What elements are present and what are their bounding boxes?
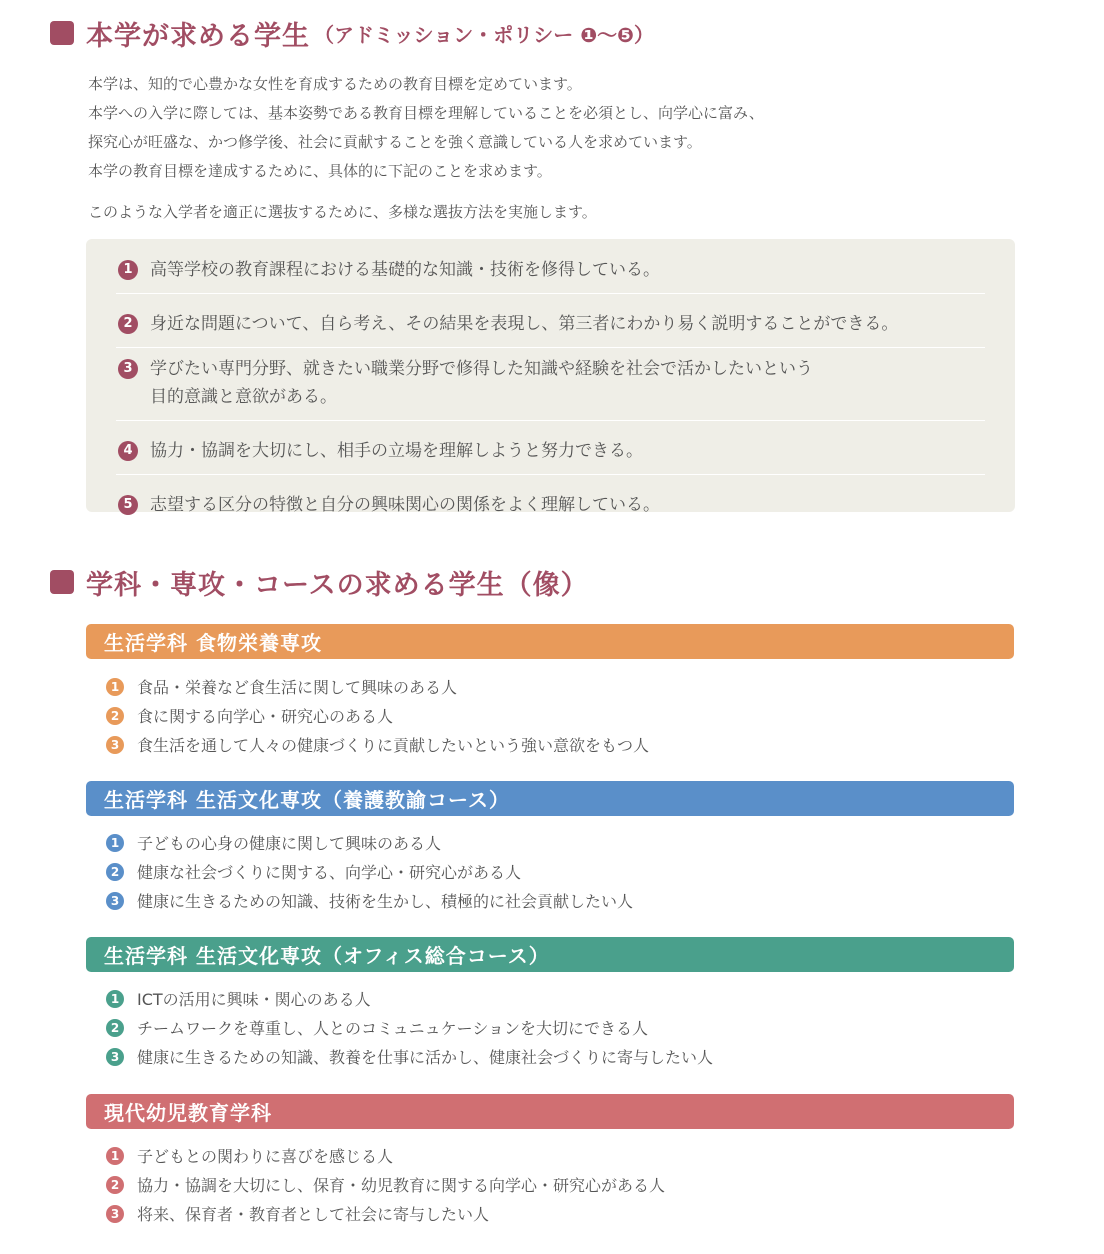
policy-item bbox=[116, 421, 985, 475]
number-badge-icon: 3 bbox=[106, 892, 124, 910]
list-item bbox=[106, 857, 1006, 886]
number-badge-icon: 2 bbox=[118, 314, 138, 334]
number-badge-icon: 2 bbox=[106, 863, 124, 881]
department-bar-school-nurse bbox=[86, 781, 1014, 816]
department-name: 生活学科 食物栄養専攻 bbox=[104, 631, 322, 655]
policy-item-text bbox=[150, 355, 813, 411]
list-item-text: 食に関する向学心・研究心のある人 bbox=[137, 707, 394, 726]
number-badge-icon: 1 bbox=[106, 990, 124, 1008]
intro-line: 本学への入学に際しては、基本姿勢である教育目標を理解していることを必須とし、向学心に富み、 bbox=[88, 104, 764, 122]
department-list-early-childhood bbox=[106, 1141, 1006, 1228]
list-item-text: 子どもの心身の健康に関して興味のある人 bbox=[137, 834, 442, 853]
list-item bbox=[106, 1042, 1006, 1071]
list-item bbox=[106, 1170, 1006, 1199]
list-item bbox=[106, 730, 1006, 759]
number-badge-icon: 4 bbox=[118, 441, 138, 461]
department-name: 生活学科 生活文化専攻（オフィス総合コース） bbox=[104, 944, 550, 968]
departments-heading bbox=[50, 562, 589, 602]
list-item-text: 協力・協調を大切にし、保育・幼児教育に関する向学心・研究心がある人 bbox=[137, 1176, 666, 1195]
list-item bbox=[106, 672, 1006, 701]
number-badge-icon: 2 bbox=[106, 1176, 124, 1194]
number-badge-icon: 1 bbox=[106, 678, 124, 696]
list-item-text: 健康な社会づくりに関する、向学心・研究心がある人 bbox=[137, 863, 522, 882]
intro-line: 本学は、知的で心豊かな女性を育成するための教育目標を定めています。 bbox=[88, 75, 582, 93]
policy-item bbox=[116, 348, 985, 421]
policy-item-text: 身近な問題について、自ら考え、その結果を表現し、第三者にわかり易く説明することができる。 bbox=[150, 314, 899, 334]
number-badge-icon: 3 bbox=[106, 1205, 124, 1223]
list-item-text: 健康に生きるための知識、技術を生かし、積極的に社会貢献したい人 bbox=[137, 892, 634, 911]
intro-line: 本学の教育目標を達成するために、具体的に下記のことを求めます。 bbox=[88, 162, 552, 180]
departments-title: 学科・専攻・コースの求める学生（像） bbox=[86, 569, 589, 601]
number-badge-icon: 2 bbox=[106, 707, 124, 725]
list-item bbox=[106, 1199, 1006, 1228]
list-item-text: 食品・栄養など食生活に関して興味のある人 bbox=[137, 678, 458, 697]
department-bar-office bbox=[86, 937, 1014, 972]
department-name: 生活学科 生活文化専攻（養護教諭コース） bbox=[104, 788, 510, 812]
department-name: 現代幼児教育学科 bbox=[104, 1101, 272, 1125]
number-badge-icon: 1 bbox=[118, 260, 138, 280]
list-item bbox=[106, 1013, 1006, 1042]
number-badge-icon: 1 bbox=[106, 1147, 124, 1165]
department-bar-early-childhood bbox=[86, 1094, 1014, 1129]
list-item bbox=[106, 701, 1006, 730]
list-item bbox=[106, 1141, 1006, 1170]
list-item-text: ICTの活用に興味・関心のある人 bbox=[137, 990, 371, 1009]
policy-item-text: 志望する区分の特徴と自分の興味関心の関係をよく理解している。 bbox=[150, 495, 660, 515]
admission-policy-subtitle: （アドミッション・ポリシー ❶〜❺） bbox=[314, 22, 655, 47]
list-item-text: 子どもとの関わりに喜びを感じる人 bbox=[137, 1147, 394, 1166]
list-item-text: 健康に生きるための知識、教養を仕事に活かし、健康社会づくりに寄与したい人 bbox=[137, 1048, 714, 1067]
policy-item-text: 協力・協調を大切にし、相手の立場を理解しようと努力できる。 bbox=[150, 441, 643, 461]
list-item bbox=[106, 886, 1006, 915]
admission-policy-heading bbox=[50, 13, 654, 53]
department-list-food-nutrition bbox=[106, 672, 1006, 759]
number-badge-icon: 3 bbox=[106, 1048, 124, 1066]
square-bullet-icon bbox=[50, 570, 74, 594]
list-item-text: 将来、保育者・教育者として社会に寄与したい人 bbox=[137, 1205, 490, 1224]
department-list-school-nurse bbox=[106, 828, 1006, 915]
policy-item bbox=[116, 294, 985, 348]
number-badge-icon: 2 bbox=[106, 1019, 124, 1037]
intro-text bbox=[88, 70, 988, 227]
number-badge-icon: 3 bbox=[106, 736, 124, 754]
policy-item bbox=[116, 239, 985, 294]
policy-item bbox=[116, 475, 985, 528]
number-badge-icon: 3 bbox=[118, 359, 138, 379]
selection-note: このような入学者を適正に選抜するために、多様な選抜方法を実施します。 bbox=[88, 203, 597, 221]
department-bar-food-nutrition bbox=[86, 624, 1014, 659]
list-item bbox=[106, 828, 1006, 857]
admission-policy-title: 本学が求める学生 bbox=[86, 20, 310, 52]
list-item-text: 食生活を通して人々の健康づくりに貢献したいという強い意欲をもつ人 bbox=[137, 736, 650, 755]
intro-line: 探究心が旺盛な、かつ修学後、社会に貢献することを強く意識している人を求めています。 bbox=[88, 133, 702, 151]
policy-item-line: 学びたい専門分野、就きたい職業分野で修得した知識や経験を社会で活かしたいという bbox=[150, 359, 813, 379]
department-list-office bbox=[106, 984, 1006, 1071]
policy-item-text: 高等学校の教育課程における基礎的な知識・技術を修得している。 bbox=[150, 260, 660, 280]
number-badge-icon: 1 bbox=[106, 834, 124, 852]
policy-list-box bbox=[86, 239, 1015, 515]
policy-item-line: 目的意識と意欲がある。 bbox=[150, 387, 337, 407]
square-bullet-icon bbox=[50, 21, 74, 45]
list-item-text: チームワークを尊重し、人とのコミュニュケーションを大切にできる人 bbox=[137, 1019, 649, 1038]
number-badge-icon: 5 bbox=[118, 495, 138, 515]
list-item bbox=[106, 984, 1006, 1013]
